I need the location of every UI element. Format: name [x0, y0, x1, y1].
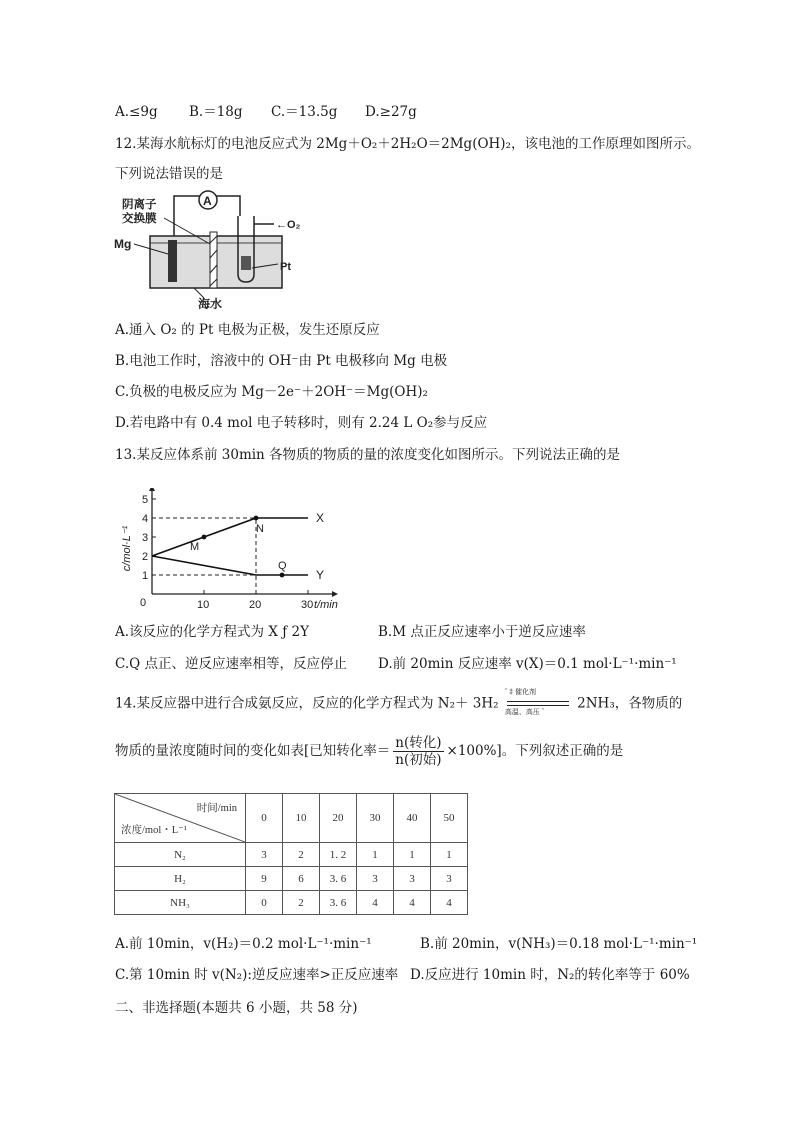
value-cell: 1 [431, 843, 468, 867]
value-cell: 3 [246, 843, 283, 867]
arrow-top-text: ˆ ‡ 催化剂 [504, 689, 536, 696]
q12-option-b: B.电池工作时，溶液中的 OH⁻由 Pt 电极移向 Mg 电极 [115, 353, 448, 369]
q14-stem-line-1 [115, 689, 682, 719]
value-cell: 2 [283, 891, 320, 915]
y-axis-arrow [149, 488, 155, 491]
origin-label: 0 [140, 597, 147, 609]
seawater-label: 海水 [198, 297, 223, 311]
value-cell: 1 [357, 843, 394, 867]
value-cell: 2 [283, 843, 320, 867]
substance-cell: NH₃ [115, 891, 246, 915]
value-cell: 3 [357, 867, 394, 891]
x-tick-label: 20 [249, 599, 262, 610]
y-tick-label: 5 [142, 494, 149, 506]
q14-option-c: C.第 10min 时 v(N₂):逆反应速率>正反应速率 [115, 967, 399, 983]
fraction-denominator: n(初始) [395, 752, 442, 768]
header-time: 时间/min [196, 803, 237, 814]
concentration-table [114, 793, 468, 915]
mg-label: Mg [114, 237, 132, 251]
q14-option-a: A.前 10min，v(H₂)＝0.2 mol·L⁻¹·min⁻¹ [115, 936, 372, 952]
q11-option-c: C.＝13.5g [271, 104, 338, 120]
x-axis-arrow [332, 591, 338, 597]
q13-option-a: A.该反应的化学方程式为 X ƒ 2Y [115, 624, 310, 640]
ammeter-label: A [203, 194, 212, 208]
time-cell: 0 [246, 794, 283, 843]
substance-cell: H₂ [115, 867, 246, 891]
y-tick-label: 3 [142, 532, 149, 544]
q11-option-b: B.＝18g [189, 104, 243, 120]
value-cell: 9 [246, 867, 283, 891]
time-cell: 50 [431, 794, 468, 843]
value-cell: 0 [246, 891, 283, 915]
battery-diagram [112, 188, 302, 316]
y-tick-label: 4 [142, 513, 149, 525]
point-label-n: N [256, 523, 264, 535]
value-cell: 3. 6 [320, 867, 357, 891]
value-cell: 3 [431, 867, 468, 891]
q11-option-a: A.≤9g [115, 104, 158, 120]
header-concentration: 浓度/mol・L⁻¹ [121, 825, 187, 836]
value-cell: 4 [431, 891, 468, 915]
conversion-fraction [393, 735, 443, 768]
equilibrium-arrow [505, 689, 571, 719]
q11-option-d: D.≥27g [365, 104, 417, 120]
value-cell: 3 [394, 867, 431, 891]
series-label-y: Y [316, 568, 325, 582]
point-label-m: M [190, 541, 200, 553]
time-cell: 20 [320, 794, 357, 843]
value-cell: 3. 6 [320, 891, 357, 915]
x-tick-label: 10 [197, 599, 210, 610]
value-cell: 4 [394, 891, 431, 915]
table-corner-cell [115, 794, 246, 843]
q14-stem-2b: ×100%]。下列叙述正确的是 [446, 743, 624, 759]
q14-option-d: D.反应进行 10min 时，N₂的转化率等于 60% [410, 967, 690, 983]
value-cell: 1 [394, 843, 431, 867]
section-2-heading: 二、非选择题(本题共 6 小题，共 58 分) [115, 1000, 358, 1016]
x-tick-label: 30 [301, 599, 314, 610]
arrow-bottom-text: 高温、高压 ˆ [504, 709, 545, 716]
mg-electrode [168, 240, 177, 282]
point-label-q: Q [278, 560, 287, 572]
time-cell: 40 [394, 794, 431, 843]
point-m [202, 535, 207, 540]
point-q [280, 573, 285, 578]
o2-label: ←O₂ [276, 219, 301, 231]
y-tick-label: 2 [142, 551, 149, 563]
q12-option-a: A.通入 O₂ 的 Pt 电极为正极，发生还原反应 [115, 322, 380, 338]
point-n [254, 516, 259, 521]
table-header-row [115, 794, 468, 843]
q14-stem-start: 14.某反应器中进行合成氨反应，反应的化学方程式为 N₂＋ 3H₂ [115, 695, 499, 712]
concentration-chart [114, 488, 344, 610]
q13-option-b: B.M 点正反应速率小于逆反应速率 [378, 624, 586, 640]
membrane-label-1: 阴离子 [122, 199, 157, 211]
pt-label: Pt [280, 261, 291, 273]
q14-option-b: B.前 20min，v(NH₃)＝0.18 mol·L⁻¹·min⁻¹ [420, 936, 698, 952]
q14-stem-line-2 [115, 733, 623, 769]
q12-stem-line-2: 下列说法错误的是 [115, 166, 223, 182]
q14-stem-2a: 物质的量浓度随时间的变化如表[已知转化率＝ [115, 743, 391, 759]
table-row [115, 843, 468, 867]
value-cell: 6 [283, 867, 320, 891]
q14-stem-end: 2NH₃，各物质的 [577, 695, 683, 712]
y-axis-label: c/mol·L⁻¹ [121, 525, 133, 572]
q13-stem: 13.某反应体系前 30min 各物质的物质的量的浓度变化如图所示。下列说法正确的是 [115, 447, 621, 463]
q12-option-d: D.若电路中有 0.4 mol 电子转移时，则有 2.24 L O₂参与反应 [115, 415, 488, 431]
value-cell: 1. 2 [320, 843, 357, 867]
q12-option-c: C.负极的电极反应为 Mg－2e⁻＋2OH⁻＝Mg(OH)₂ [115, 384, 428, 400]
q13-option-c: C.Q 点正、逆反应速率相等，反应停止 [115, 656, 347, 672]
y-tick-label: 1 [142, 570, 149, 582]
time-cell: 10 [283, 794, 320, 843]
series-label-x: X [316, 511, 325, 525]
q13-option-d: D.前 20min 反应速率 v(X)＝0.1 mol·L⁻¹·min⁻¹ [378, 656, 677, 672]
fraction-numerator: n(转化) [395, 735, 442, 751]
time-cell: 30 [357, 794, 394, 843]
series-line-x [152, 518, 308, 556]
value-cell: 4 [357, 891, 394, 915]
table-row [115, 867, 468, 891]
q12-stem-line-1: 12.某海水航标灯的电池反应式为 2Mg＋O₂＋2H₂O＝2Mg(OH)₂，该电池的工作原理如图所示。 [115, 136, 700, 152]
membrane-label-2: 交换膜 [122, 213, 157, 225]
x-axis-label: t/min [314, 599, 338, 610]
table-row [115, 891, 468, 915]
substance-cell: N₂ [115, 843, 246, 867]
